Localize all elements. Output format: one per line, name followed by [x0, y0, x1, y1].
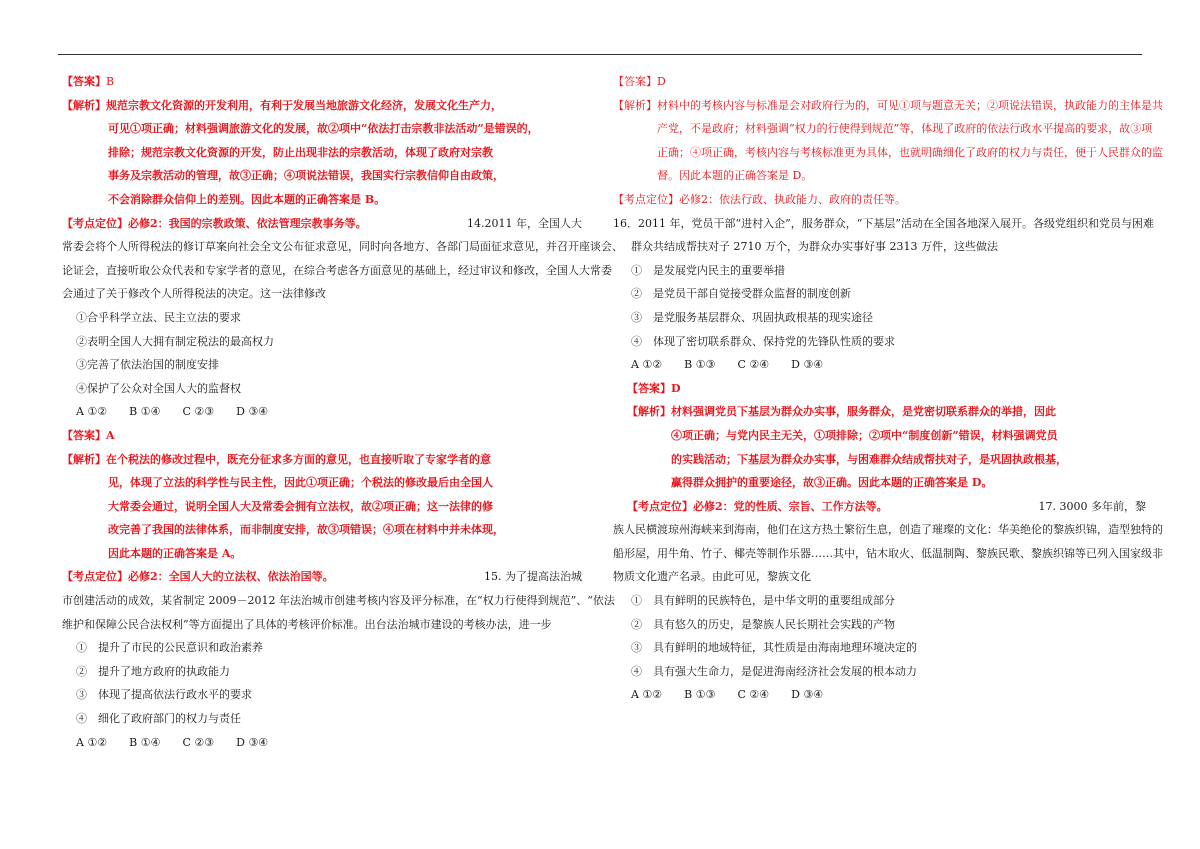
q14-option: ①合乎科学立法、民主立法的要求 [76, 310, 241, 324]
q14-analysis-line: 因此本题的正确答案是 A。 [108, 546, 242, 560]
q14-option: ④保护了公众对全国人大的监督权 [76, 381, 241, 395]
q15-analysis-line: 【解析】材料中的考核内容与标准是会对政府行为的，可见①项与题意无关；②项说法错误，执政能力的主体是共 [613, 98, 1163, 112]
q13-answer: 【答案】B [62, 75, 115, 88]
choice-c: C ②④ [737, 358, 770, 372]
q16-option: ② 是党员干部自觉接受群众监督的制度创新 [631, 287, 851, 301]
q14-option: ②表明全国人大拥有制定税法的最高权力 [76, 334, 274, 348]
q14-analysis-line: 大常委会通过，说明全国人大及常委会拥有立法权，故②项正确；这一法律的修 [108, 499, 493, 513]
choice-a: A ①② [631, 688, 663, 702]
q14-choices [62, 400, 582, 424]
q16-stem: 群众共结成帮扶对子 2710 万个，为群众办实事好事 2313 万件，这些做法 [631, 240, 998, 254]
q15-start: 15. 为了提高法治城 [484, 570, 582, 584]
choice-a: A ①② [76, 405, 108, 419]
q14-analysis-line: 改完善了我国的法律体系，而非制度安排，故③项错误；④项在材料中并未体现， [108, 523, 504, 537]
q15-analysis-line: 产党，不是政府；材料强调“权力的行使得到规范”等，体现了政府的依法行政水平提高的要求，故③项 [657, 122, 1153, 136]
q16-stem: 16．2011 年，党员干部“进村入企”，服务群众，“下基层”活动在全国各地深入展开。各级党组织和党员与困难 [613, 216, 1154, 230]
choice-c: C ②④ [737, 688, 770, 702]
left-column [62, 70, 623, 754]
q14-analysis-line: 见，体现了立法的科学性与民主性，因此①项正确；个税法的修改最后由全国人 [108, 476, 493, 490]
q17-stem: 族人民横渡琼州海峡来到海南，他们在这方热土繁衍生息，创造了璀璨的文化：华美绝伦的黎族织锦，造型独特的 [613, 523, 1163, 537]
choice-a: A ①② [631, 358, 663, 372]
choice-a: A ①② [76, 735, 108, 749]
q15-stem: 维护和保障公民合法权利”等方面提出了具体的考核评价标准。出台法治城市建设的考核办法，进一步 [62, 617, 552, 631]
choice-d: D ③④ [791, 358, 824, 372]
q13-analysis-line: 事务及宗教活动的管理，故③正确；④项说法错误，我国实行宗教信仰自由政策， [108, 169, 504, 183]
choice-b: B ①③ [684, 358, 716, 372]
choice-b: B ①④ [129, 735, 161, 749]
q15-option: ③ 体现了提高依法行政水平的要求 [76, 688, 252, 702]
choice-b: B ①③ [684, 688, 716, 702]
q13-analysis-line: 【解析】规范宗教文化资源的开发利用，有利于发展当地旅游文化经济，发展文化生产力， [62, 98, 502, 112]
q16-analysis-line: ④项正确；与党内民主无关，①项排除；②项中“制度创新”错误，材料强调党员 [671, 428, 1058, 442]
q14-option: ③完善了依法治国的制度安排 [76, 358, 219, 372]
q16-answer: 【答案】D [627, 381, 681, 395]
q17-option: ③ 具有鲜明的地域特征，其性质是由海南地理环境决定的 [631, 641, 917, 655]
q14-point-line: 【考点定位】必修2：全国人大的立法权、依法治国等。 15. 为了提高法治城 [62, 565, 582, 589]
q16-analysis-line: 的实践活动；下基层为群众办实事，与困难群众结成帮扶对子，是巩固执政根基， [671, 452, 1067, 466]
q17-choices [613, 683, 1146, 707]
q15-option: ④ 细化了政府部门的权力与责任 [76, 712, 241, 726]
q13-analysis-line: 排除；规范宗教文化资源的开发，防止出现非法的宗教活动，体现了政府对宗教 [108, 145, 493, 159]
q16-option: ③ 是党服务基层群众、巩固执政根基的现实途径 [631, 310, 873, 324]
q17-option: ① 具有鲜明的民族特色，是中华文明的重要组成部分 [631, 594, 895, 608]
header-rule [58, 54, 1142, 55]
q17-start: 17. 3000 多年前，黎 [1038, 499, 1146, 513]
choice-d: D ③④ [236, 735, 269, 749]
q17-stem: 物质文化遗产名录。由此可见，黎族文化 [613, 570, 811, 584]
q17-stem: 船形屋，用牛角、竹子、椰壳等制作乐器……其中，钻木取火、低温制陶、黎族民歌、黎族织锦等已列入国家级非 [613, 546, 1163, 560]
q14-stem: 会通过了关于修改个人所得税法的决定。这一法律修改 [62, 287, 326, 301]
q14-start: 14.2011 年，全国人大 [467, 216, 582, 230]
q17-option: ② 具有悠久的历史，是黎族人民长期社会实践的产物 [631, 617, 895, 631]
q16-option: ④ 体现了密切联系群众、保持党的先锋队性质的要求 [631, 334, 895, 348]
q15-option: ② 提升了地方政府的执政能力 [76, 664, 230, 678]
q16-analysis-line: 赢得群众拥护的重要途径，故③正确。因此本题的正确答案是 D。 [671, 476, 993, 490]
q14-stem: 论证会，直接听取公众代表和专家学者的意见，在综合考虑各方面意见的基础上，经过审议和修改，全国人大常委 [62, 263, 612, 277]
choice-c: C ②③ [182, 735, 215, 749]
q15-point: 【考点定位】必修2：依法行政、执政能力、政府的责任等。 [613, 192, 906, 206]
q15-stem: 市创建活动的成效，某省制定 2009－2012 年法治城市创建考核内容及评分标准，在“权力行使得到规范”、“依法 [62, 594, 615, 608]
q14-answer: 【答案】A [62, 428, 115, 442]
q17-option: ④ 具有强大生命力，是促进海南经济社会发展的根本动力 [631, 664, 917, 678]
q16-point-line: 【考点定位】必修2：党的性质、宗旨、工作方法等。 17. 3000 多年前，黎 [613, 495, 1146, 519]
choice-c: C ②③ [182, 405, 215, 419]
q13-analysis-line: 不会消除群众信仰上的差别。因此本题的正确答案是 B。 [108, 192, 386, 206]
q13-analysis-line: 可见①项正确；材料强调旅游文化的发展，故②项中“依法打击宗教非法活动”是错误的， [108, 122, 539, 136]
q16-option: ① 是发展党内民主的重要举措 [631, 263, 785, 277]
q15-answer: 【答案】D [613, 75, 666, 88]
q15-analysis-line: 督。因此本题的正确答案是 D。 [657, 169, 813, 183]
q15-analysis-line: 正确；④项正确，考核内容与考核标准更为具体，也就明确细化了政府的权力与责任，便于人民群众的监 [657, 145, 1163, 159]
q16-choices [613, 353, 1146, 377]
q13-point-line: 【考点定位】必修2：我国的宗教政策、依法管理宗教事务等。 14.2011 年，全国人大 [62, 212, 582, 236]
choice-d: D ③④ [791, 688, 824, 702]
choice-b: B ①④ [129, 405, 161, 419]
q14-analysis-line: 【解析】在个税法的修改过程中，既充分征求多方面的意见，也直接听取了专家学者的意 [62, 452, 491, 466]
right-column [613, 70, 1163, 707]
q15-choices [62, 731, 582, 755]
q15-option: ① 提升了市民的公民意识和政治素养 [76, 641, 263, 655]
q16-analysis-line: 【解析】材料强调党员下基层为群众办实事，服务群众，是党密切联系群众的举措，因此 [627, 405, 1056, 419]
q14-stem: 常委会将个人所得税法的修订草案向社会全文公布征求意见，同时向各地方、各部门局面征求意见，并召开座谈会、 [62, 240, 623, 254]
choice-d: D ③④ [236, 405, 269, 419]
